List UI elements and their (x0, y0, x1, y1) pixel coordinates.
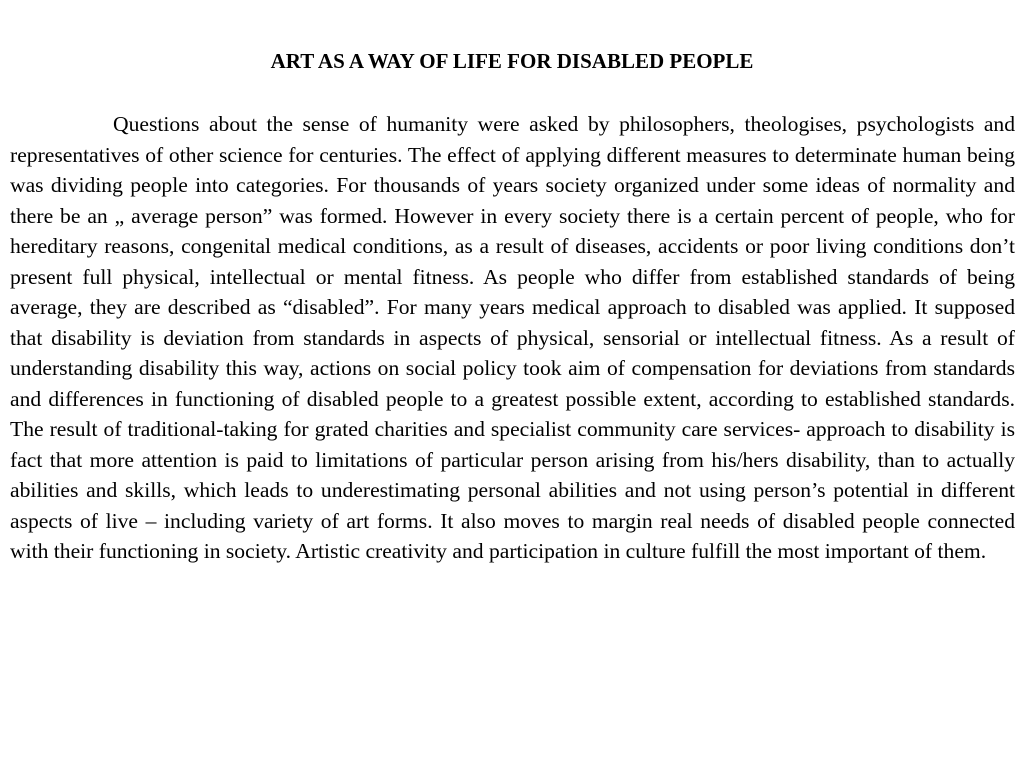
document-title: ART AS A WAY OF LIFE FOR DISABLED PEOPLE (270, 49, 754, 73)
body-paragraph: Questions about the sense of humanity were asked by philosophers, theologises, psychologists and representatives of other science for centuries. The effect of applying different measures to determinate human being was dividing people into categories. For thousands of years society organized under some ideas of normality and there be an „ average person” was formed. However in every society there is a certain percent of people, who for hereditary reasons, congenital medical conditions, as a result of diseases, accidents or poor living conditions don’t present full physical, intellectual or mental fitness. As people who differ from established standards of being average, they are described as “disabled”. For many years medical approach to disabled was applied. It supposed that disability is deviation from standards in aspects of physical, sensorial or intellectual fitness. As a result of understanding disability this way, actions on social policy took aim of compensation for deviations from standards and differences in functioning of disabled people to a greatest possible extent, according to established standards. The result of traditional-taking for grated charities and specialist community care services- approach to disability is fact that more attention is paid to limitations of particular person arising from his/hers disability, than to actually abilities and skills, which leads to underestimating personal abilities and not using person’s potential in different aspects of live – including variety of art forms. It also moves to margin real needs of disabled people connected with their functioning in society. Artistic creativity and participation in culture fulfill the most important of them. (10, 112, 1015, 563)
